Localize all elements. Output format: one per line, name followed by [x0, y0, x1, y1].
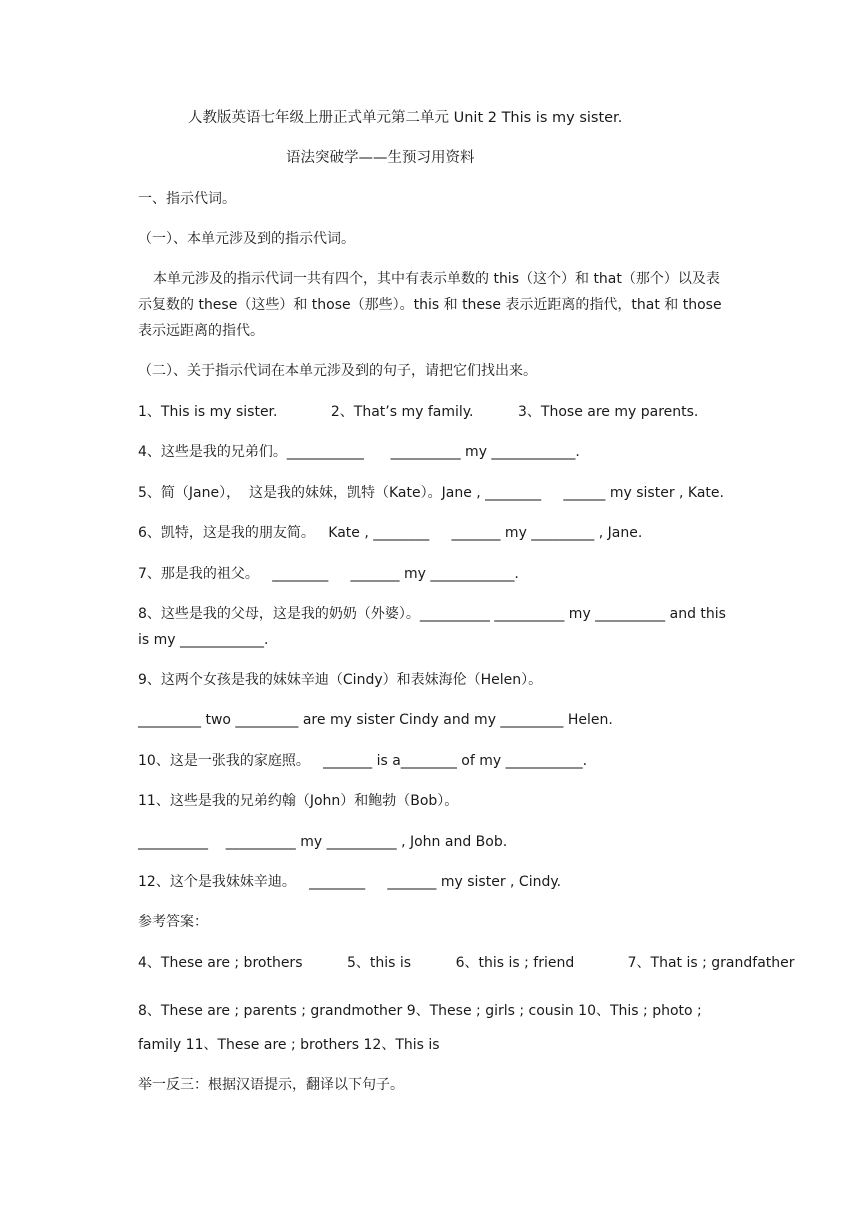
question-12: 12、这个是我妹妹辛迪。 ________ _______ my sister , Cindy. — [138, 874, 562, 890]
answers-line-1: 4、These are ; brothers 5、this is 6、this is ; friend 7、That is ; grandfather — [138, 955, 795, 971]
question-7: 7、那是我的祖父。 ________ _______ my ____________. — [138, 566, 519, 582]
paragraph-demonstratives: 本单元涉及的指示代词一共有四个，其中有表示单数的 this（这个）和 that（那个）以及表示复数的 these（这些）和 those（那些）。this 和 these 表示近距离的指代，that 和 those 表示远距离的指代。 — [138, 271, 722, 339]
question-5: 5、简（Jane）， 这是我的妹妹，凯特（Kate）。Jane , ________ ______ my sister , Kate. — [138, 485, 724, 501]
subsection-heading-1a: （一）、本单元涉及到的指示代词。 — [138, 231, 355, 247]
document-subtitle: 语法突破学——生预习用资料 — [286, 150, 475, 166]
question-1-3: 1、This is my sister. 2、That’s my family. 3、Those are my parents. — [138, 404, 699, 420]
question-9: 9、这两个女孩是我的妹妹辛迪（Cindy）和表妹海伦（Helen）。 — [138, 672, 543, 688]
question-11-blanks: __________ __________ my __________ , John and Bob. — [138, 834, 508, 850]
answers-heading: 参考答案： — [138, 914, 208, 930]
question-4: 4、这些是我的兄弟们。___________ __________ my ____________. — [138, 444, 580, 460]
answers-line-2: 8、These are ; parents ; grandmother 9、These ; girls ; cousin 10、This ; photo ; family 11、These are ; brothers 12、This is — [138, 1003, 702, 1053]
question-6: 6、凯特，这是我的朋友简。 Kate , ________ _______ my _________ , Jane. — [138, 525, 643, 541]
section-heading-1: 一、指示代词。 — [138, 191, 236, 207]
question-10: 10、这是一张我的家庭照。 _______ is a________ of my ___________. — [138, 753, 588, 769]
question-9-blanks: _________ two _________ are my sister Cindy and my _________ Helen. — [138, 712, 613, 728]
practice-heading: 举一反三：根据汉语提示，翻译以下句子。 — [138, 1077, 404, 1093]
question-11: 11、这些是我的兄弟约翰（John）和鲍勃（Bob）。 — [138, 793, 459, 809]
question-8: 8、这些是我的父母，这是我的奶奶（外婆）。__________ __________ my __________ and this is my ____________. — [138, 606, 726, 648]
subsection-heading-1b: （二）、关于指示代词在本单元涉及到的句子，请把它们找出来。 — [138, 363, 537, 379]
document-title: 人教版英语七年级上册正式单元第二单元 Unit 2 This is my sister. — [188, 110, 623, 126]
